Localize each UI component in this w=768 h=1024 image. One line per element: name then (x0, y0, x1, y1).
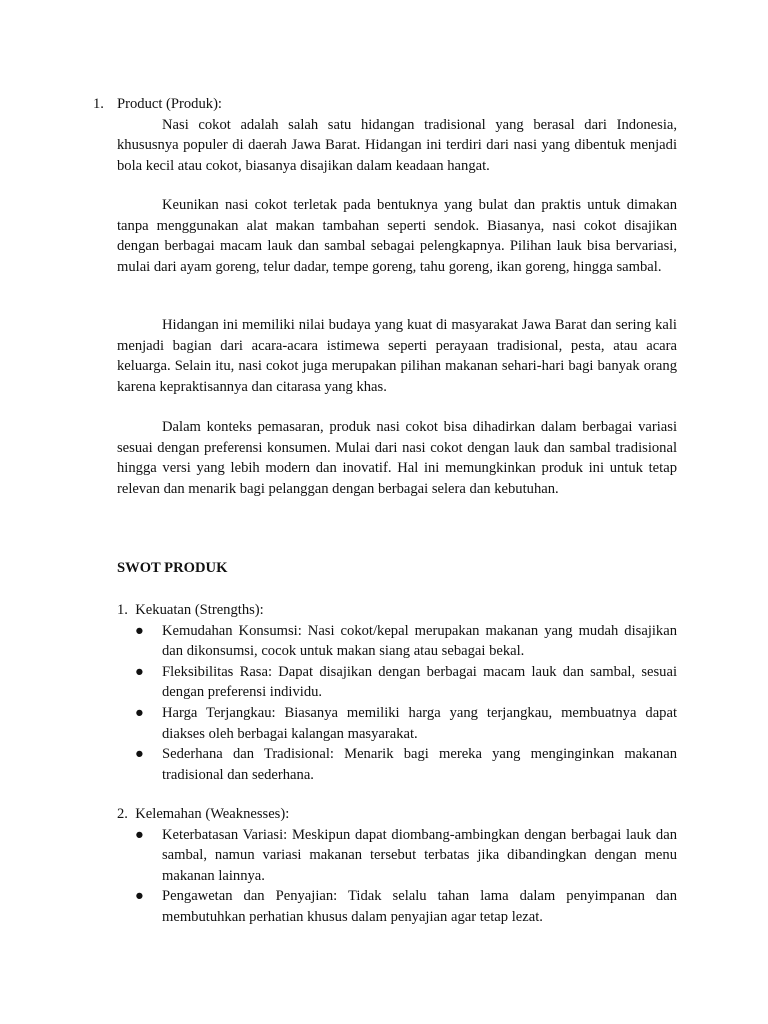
list-item-text: Sederhana dan Tradisional: Menarik bagi mereka yang menginginkan makanan tradisional dan sederhana. (162, 746, 677, 783)
bullet-icon: ● (135, 746, 144, 763)
bullet-icon: ● (135, 622, 144, 639)
swot-title: SWOT PRODUK (117, 560, 228, 576)
list-item (117, 744, 677, 785)
list-heading: Kekuatan (Strengths): (135, 602, 264, 618)
bullet-icon: ● (135, 826, 144, 843)
list-number: 1. (117, 602, 128, 618)
weaknesses-section (117, 804, 677, 928)
list-item (117, 825, 677, 887)
paragraph-block (117, 315, 677, 397)
list-item (117, 662, 677, 703)
list-heading: Kelemahan (Weaknesses): (135, 806, 290, 822)
paragraph: Nasi cokot adalah salah satu hidangan tradisional yang berasal dari Indonesia, khususnya populer di daerah Jawa Barat. Hidangan ini terdiri dari nasi yang dibentuk menjadi bola kecil atau cokot, biasanya disajikan dalam keadaan hangat. (117, 116, 677, 174)
list-item-text: Pengawetan dan Penyajian: Tidak selalu tahan lama dalam penyimpanan dan membutuhkan perhatian khusus dalam penyajian agar tetap lezat. (162, 888, 677, 925)
list-item (117, 621, 677, 662)
weaknesses-list (117, 825, 677, 928)
section-heading: Product (Produk): (117, 96, 222, 112)
list-item (117, 886, 677, 927)
paragraph: Dalam konteks pemasaran, produk nasi cokot bisa dihadirkan dalam berbagai variasi sesuai dengan preferensi konsumen. Mulai dari nasi cokot dengan lauk dan sambal tradisional hingga versi yang lebih modern dan inovatif. Hal ini memungkinkan produk ini untuk tetap relevan dan menarik bagi pelanggan dengan berbagai selera dan kebutuhan. (117, 419, 677, 497)
list-item (117, 703, 677, 744)
bullet-icon: ● (135, 663, 144, 680)
paragraph-block (117, 195, 677, 277)
list-item-text: Harga Terjangkau: Biasanya memiliki harga yang terjangkau, membuatnya dapat diakses oleh berbagai kalangan masyarakat. (162, 704, 677, 742)
list-item-text: Keterbatasan Variasi: Meskipun dapat diombang-ambingkan dengan berbagai lauk dan sambal, namun variasi makanan tersebut terbatas jika dibandingkan dengan menu makanan lainnya. (162, 826, 677, 884)
product-section (117, 94, 677, 176)
list-item-text: Kemudahan Konsumsi: Nasi cokot/kepal merupakan makanan yang mudah disajikan dan dikonsumsi, cocok untuk makan siang atau sebagai bekal. (162, 622, 677, 660)
strengths-section (117, 600, 677, 785)
weaknesses-heading (117, 804, 677, 825)
bullet-icon: ● (135, 704, 144, 721)
strengths-list (117, 621, 677, 786)
bullet-icon: ● (135, 888, 144, 905)
paragraph-block (117, 417, 677, 499)
strengths-heading (117, 600, 677, 621)
section-number: 1. (93, 96, 104, 112)
list-item-text: Fleksibilitas Rasa: Dapat disajikan dengan berbagai macam lauk dan sambal, sesuai dengan preferensi individu. (162, 663, 677, 701)
paragraph: Hidangan ini memiliki nilai budaya yang kuat di masyarakat Jawa Barat dan sering kali menjadi bagian dari acara-acara istimewa seperti perayaan tradisional, pesta, atau acara keluarga. Selain itu, nasi cokot juga merupakan pilihan makanan sehari-hari bagi banyak orang karena kepraktisannya dan citarasa yang khas. (117, 317, 677, 395)
list-number: 2. (117, 806, 128, 822)
paragraph: Keunikan nasi cokot terletak pada bentuknya yang bulat dan praktis untuk dimakan tanpa menggunakan alat makan tambahan seperti sendok. Biasanya, nasi cokot disajikan dengan berbagai macam lauk dan sambal sebagai pelengkapnya. Pilihan lauk bisa bervariasi, mulai dari ayam goreng, telur dadar, tempe goreng, tahu goreng, ikan goreng, hingga sambal. (117, 197, 677, 275)
